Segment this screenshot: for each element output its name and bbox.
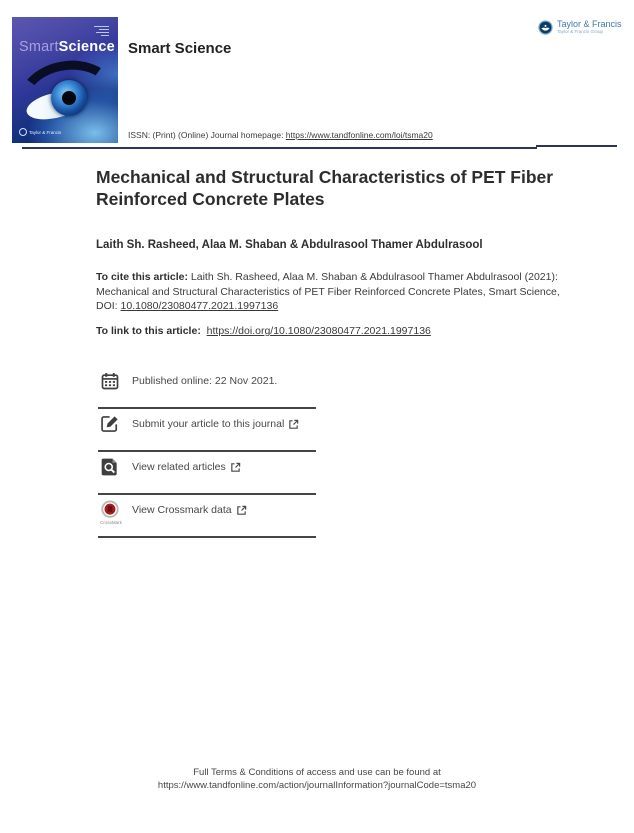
- view-crossmark-label[interactable]: View Crossmark data: [132, 504, 247, 516]
- taylor-francis-globe-icon: [538, 20, 553, 35]
- crossmark-caption: CrossMark: [100, 520, 122, 525]
- journal-cover-thumbnail: [12, 17, 118, 143]
- publisher-ring-icon: [19, 128, 27, 136]
- external-link-icon: [236, 505, 247, 516]
- cite-body: Laith Sh. Rasheed, Alaa M. Shaban & Abdulrasool Thamer Abdulrasool (2021): Mechanical and Structural Characteristics of PET Fiber Reinforced Concrete Plates, Smart Science, DOI:: [96, 271, 560, 312]
- publisher-group: Taylor & Francis Group: [557, 29, 604, 34]
- submit-article-label[interactable]: Submit your article to this journal: [132, 418, 299, 430]
- related-articles-icon: [100, 457, 120, 477]
- homepage-link[interactable]: https://www.tandfonline.com/loi/tsma20: [285, 130, 433, 140]
- cite-label: To cite this article:: [96, 271, 188, 283]
- header-rule-right: [536, 145, 617, 147]
- issn-label: ISSN: (Print) (Online) Journal homepage:: [128, 130, 286, 140]
- external-link-icon: [230, 462, 241, 473]
- external-link-icon: [288, 419, 299, 430]
- view-crossmark-row[interactable]: [100, 498, 247, 522]
- footer-terms-link[interactable]: https://www.tandfonline.com/action/journalInformation?journalCode=tsma20: [157, 780, 477, 791]
- cover-journal-logo: [19, 39, 115, 55]
- citation-block: [96, 270, 568, 314]
- cover-publisher-mark: Taylor & Francis: [19, 128, 61, 136]
- view-related-label[interactable]: View related articles: [132, 461, 241, 473]
- issn-homepage-line: [128, 130, 433, 140]
- cover-eye-pupil: [62, 91, 76, 105]
- action-divider: [98, 450, 316, 452]
- action-divider: [98, 493, 316, 495]
- article-authors: Laith Sh. Rasheed, Alaa M. Shaban & Abdulrasool Thamer Abdulrasool: [96, 239, 483, 251]
- publisher-name: Taylor & Francis: [557, 19, 622, 29]
- doi-link[interactable]: https://doi.org/10.1080/23080477.2021.1997136: [206, 325, 431, 337]
- link-block: [96, 325, 568, 337]
- cover-issue-lines: [93, 26, 109, 38]
- header-rule-left: [22, 147, 537, 149]
- cover-logo-science: Science: [58, 39, 115, 55]
- action-divider: [98, 536, 316, 538]
- published-online-label: Published online: 22 Nov 2021.: [132, 375, 278, 387]
- submit-article-row[interactable]: [100, 412, 299, 436]
- calendar-icon: [100, 371, 120, 391]
- published-online-row: [100, 369, 277, 393]
- submit-article-icon: [100, 414, 120, 434]
- action-divider: [98, 407, 316, 409]
- view-related-row[interactable]: [100, 455, 241, 479]
- journal-name: Smart Science: [128, 40, 232, 57]
- crossmark-icon: [100, 500, 120, 520]
- publisher-logo: [538, 19, 622, 35]
- footer-terms: [0, 766, 634, 792]
- article-title: Mechanical and Structural Characteristics of PET Fiber Reinforced Concrete Plates: [96, 167, 554, 209]
- link-label: To link to this article:: [96, 325, 201, 337]
- cite-doi-link[interactable]: 10.1080/23080477.2021.1997136: [120, 300, 279, 312]
- footer-line1: Full Terms & Conditions of access and use can be found at: [193, 767, 441, 778]
- cover-logo-smart: Smart: [19, 39, 59, 55]
